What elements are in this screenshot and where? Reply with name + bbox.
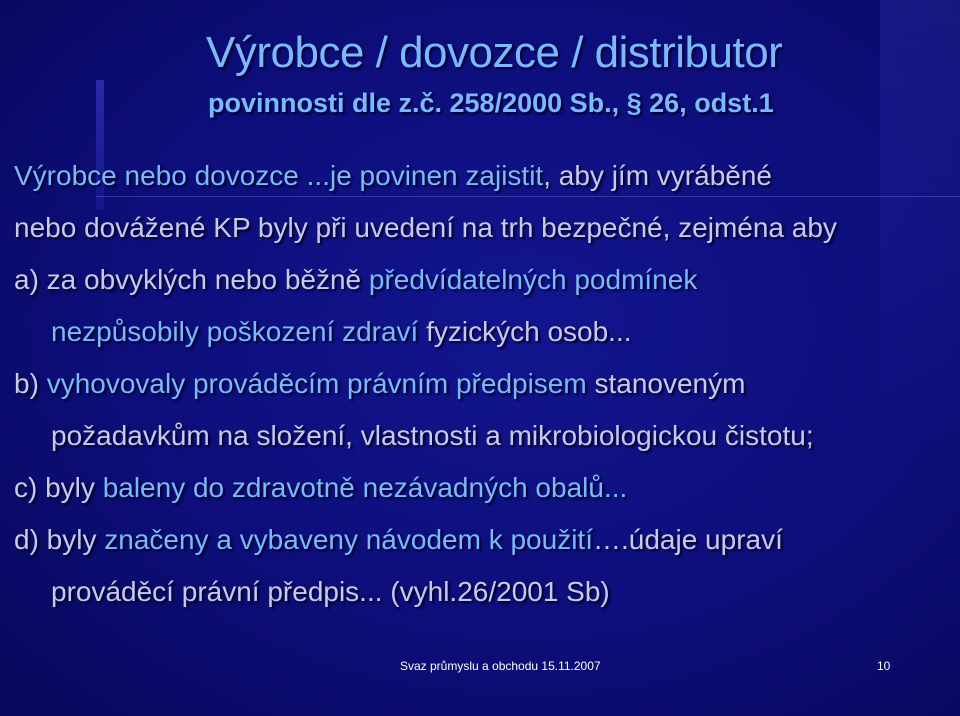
item-a-rest: fyzických osob... [418,316,632,347]
item-d-rest: ….údaje upraví [592,524,783,555]
item-a-highlight-2: nezpůsobily poškození zdraví [51,316,419,347]
slide-footer [0,655,960,677]
item-a-highlight: předvídatelných podmínek [368,264,698,295]
page-number: 10 [877,659,891,673]
item-d-highlight: značeny a vybaveny návodem k použití [104,524,593,555]
item-b-rest: stanoveným [586,368,746,399]
intro-rest: , aby jím vyráběné [543,160,772,191]
intro-lead: Výrobce nebo dovozce [14,160,299,191]
slide-title: Výrobce / dovozce / distributor [206,28,783,77]
slide-subtitle: povinnosti dle z.č. 258/2000 Sb., § 26, odst.1 [208,88,774,118]
item-c-prefix: c) byly [14,472,103,503]
footer-organization: Svaz průmyslu a obchodu 15.11.2007 [400,659,601,673]
item-a-line-1 [14,254,944,306]
item-c-line [14,462,944,514]
item-d-line-2: prováděcí právní předpis... (vyhl.26/2001 Sb) [51,576,610,607]
item-d-prefix: d) byly [14,524,105,555]
item-b-highlight: vyhovovaly prováděcím právním předpisem [46,368,587,399]
intro-line-2: nebo dovážené KP byly při uvedení na trh bezpečné, zejména aby [14,212,837,243]
item-a-prefix: a) za obvyklých nebo běžně [14,264,369,295]
intro-line-1 [14,150,944,202]
item-b-prefix: b) [14,368,47,399]
intro-duty: ...je povinen zajistit [306,160,544,191]
item-b-line-2: požadavkům na složení, vlastnosti a mikrobiologickou čistotu; [51,420,814,451]
item-b-line-1 [14,358,944,410]
item-c-highlight: baleny do zdravotně nezávadných obalů... [102,472,628,503]
item-a-line-2 [14,306,944,358]
slide-body [14,150,944,618]
item-d-line-1 [14,514,944,566]
